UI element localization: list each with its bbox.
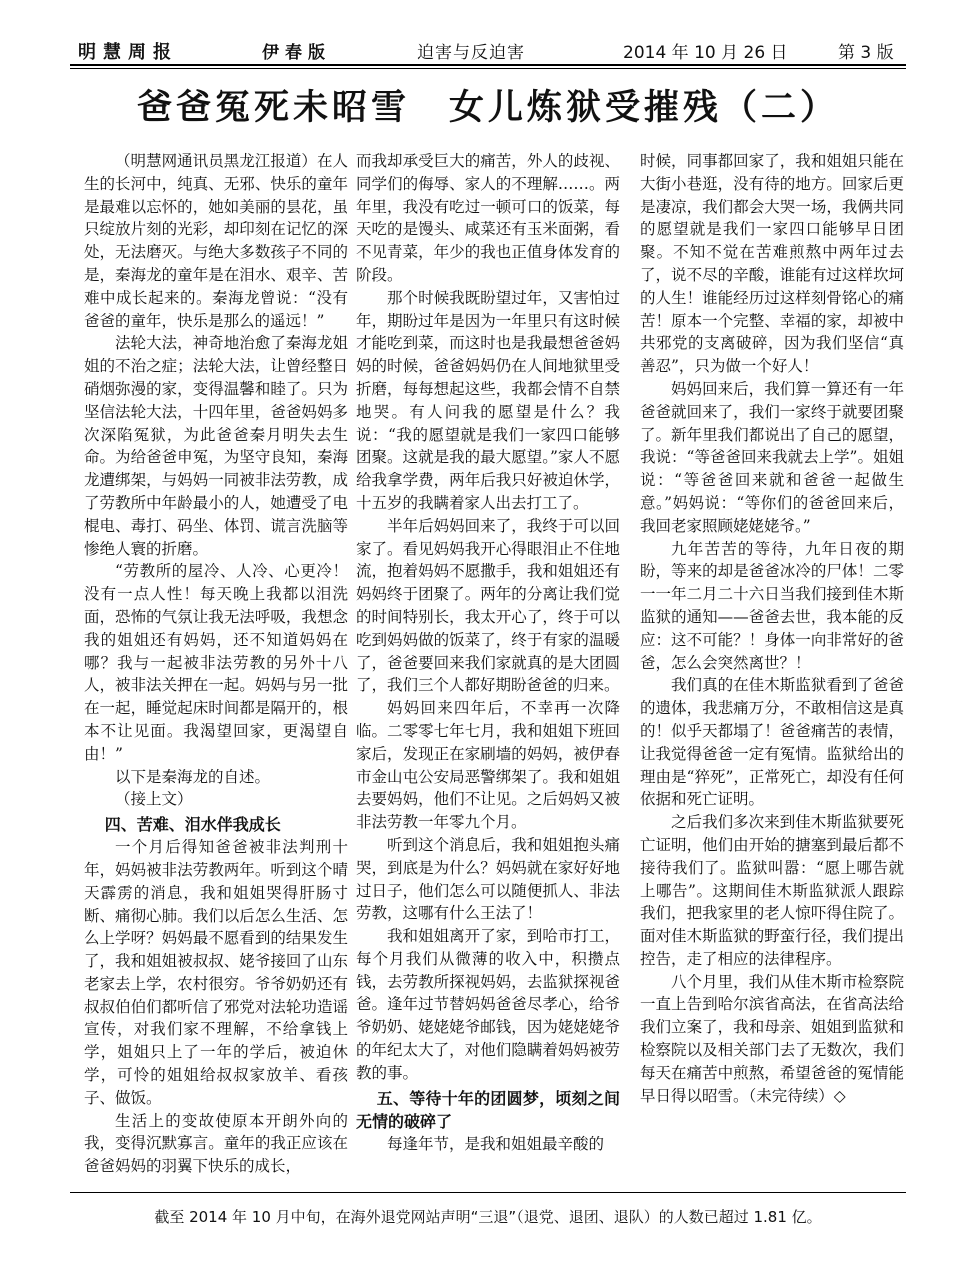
edition-name: 伊春版 [262,43,331,63]
footer-notice: 截至 2014 年 10 月中旬，在海外退党网站声明“三退”（退党、退团、退队）的人数已超过 1.81 亿。 [154,1208,822,1226]
footer-rule [70,1192,906,1193]
paragraph: 每逢年节，是我和姐姐最辛酸的 [387,1134,605,1153]
article-title: 爸爸冤死未昭雪 女儿炼狱受摧残（二） [136,87,839,128]
article-column-3 [640,150,904,1190]
paragraph: 九年苦苦的等待，九年日夜的期盼，等来的却是爸爸冰冷的尸体！二零一一年二月二十六日当我们接到佳木斯监狱的通知——爸爸去世，我本能的反应：这不可能？！身体一向非常好的爸爸，怎么会突然离世？！ [640,539,904,672]
issue-date: 2014 年 10 月 26 日 [623,43,788,63]
header-rule-thin [70,68,906,69]
paragraph: 半年后妈妈回来了，我终于可以回家了。看见妈妈我开心得眼泪止不住地流，抱着妈妈不愿撒手，我和姐姐还有妈妈终于团聚了。两年的分离让我们觉的时间特别长，我太开心了，终于可以吃到妈妈做的饭菜了，终于有家的温暖了，爸爸要回来我们家就真的是大团圆了，我们三个人都好期盼爸爸的归来。 [356,516,620,695]
section-name: 迫害与反迫害 [417,43,525,63]
paragraph: （接上文） [115,790,193,809]
section-heading: 四、苦难、泪水伴我成长 [104,815,281,835]
paragraph: 我和姐姐离开了家，到哈市打工，每个月我们从微薄的收入中，积攒点钱，去劳教所探视妈妈，去监狱探视爸爸。逢年过节替妈妈爸爸尽孝心，给爷爷奶奶、姥姥姥爷邮钱，因为姥姥姥爷的年纪太大了，对他们隐瞒着妈妈被劳教的事。 [356,927,620,1082]
paper-name: 明慧周报 [78,42,178,63]
paragraph: 一个月后得知爸爸被非法判刑十年，妈妈被非法劳教两年。听到这个晴天霹雳的消息，我和姐姐哭得肝肠寸断、痛彻心肺。我们以后怎么生活、怎么上学呀？妈妈最不愿看到的结果发生了，我和姐姐被叔叔、姥爷接回了山东老家去上学，农村很穷。爷爷奶奶还有叔叔伯伯们都听信了邪党对法轮功造谣宣传，对我们家不理解，不给拿钱上学，姐姐只上了一年的学后，被迫休学，可怜的姐姐给叔叔家放羊、看孩子、做饭。 [84,838,348,1107]
article-column-1 [84,150,348,1190]
paragraph: 妈妈回来后，我们算一算还有一年爸爸就回来了，我们一家终于就要团聚了。新年里我们都说出了自己的愿望，我说：“等爸爸回来我就去上学”。姐姐说：“等爸爸回来就和爸爸一起做生意。”妈妈说：“等你们的爸爸回来后，我回老家照顾姥姥姥爷。” [640,379,904,535]
paragraph: 听到这个消息后，我和姐姐抱头痛哭，到底是为什么？妈妈就在家好好地过日子，他们怎么可以随便抓人、非法劳教，这哪有什么王法了！ [356,835,620,923]
paragraph: 而我却承受巨大的痛苦，外人的歧视、同学们的侮辱、家人的不理解……。两年里，我没有吃过一顿可口的饭菜，每天吃的是馒头、咸菜还有玉米面粥，看不见青菜，年少的我也正值身体发育的阶段。 [356,152,620,284]
paragraph: 那个时候我既盼望过年，又害怕过年，期盼过年是因为一年里只有这时候才能吃到菜，而这时也是我最想爸爸妈妈的时候，爸爸妈妈仍在人间地狱里受折磨，每每想起这些，我都会情不自禁地哭。有人问我的愿望是什么？我说：“我的愿望就是我们一家四口能够团聚。这就是我的最大愿望。”家人不愿给我拿学费，两年后我只好被迫休学，十五岁的我瞒着家人出去打工了。 [356,288,620,512]
newspaper-header [70,34,906,68]
paragraph: （明慧网通讯员黑龙江报道）在人生的长河中，纯真、无邪、快乐的童年是最难以忘怀的，她如美丽的昙花，虽只绽放片刻的光彩，却印刻在记忆的深处，无法磨灭。与绝大多数孩子不同的是，秦海龙的童年是在泪水、艰辛、苦难中成长起来的。秦海龙曾说：“没有爸爸的童年，快乐是那么的遥远！” [84,152,348,330]
paragraph: 时候，同事都回家了，我和姐姐只能在大街小巷逛，没有待的地方。回家后更是凄凉，我们都会大哭一场，我俩共同的愿望就是我们一家四口能够早日团聚。不知不觉在苦难煎熬中两年过去了，说不尽的辛酸，谁能有过这样坎坷的人生！谁能经历过这样刻骨铭心的痛苦！原本一个完整、幸福的家，却被中共邪党的支离破碎，因为我们坚信“真善忍”，只为做一个好人！ [640,152,904,376]
page-number: 第 3 版 [838,43,894,63]
paragraph: 妈妈回来四年后，不幸再一次降临。二零零七年七月，我和姐姐下班回家后，发现正在家刷墙的妈妈，被伊春市金山屯公安局恶警绑架了。我和姐姐去要妈妈，他们不让见。之后妈妈又被非法劳教一年零九个月。 [356,699,620,832]
paragraph: 之后我们多次来到佳木斯监狱要死亡证明，他们由开始的搪塞到最后都不接待我们了。监狱叫嚣：“愿上哪告就上哪告”。这期间佳木斯监狱派人跟踪我们，把我家里的老人惊吓得住院了。面对佳木斯监狱的野蛮行径，我们提出控告，走了相应的法律程序。 [640,813,904,968]
header-rule [70,64,906,66]
paragraph: 我们真的在佳木斯监狱看到了爸爸的遗体，我悲痛万分，不敢相信这是真的！似乎天都塌了！爸爸痛苦的表情，让我觉得爸爸一定有冤情。监狱给出的理由是“猝死”，正常死亡，却没有任何依据和死亡证明。 [640,676,904,809]
article-column-2 [356,150,620,1190]
paragraph: 以下是秦海龙的自述。 [115,767,271,786]
paragraph: 生活上的变故使原本开朗外向的我，变得沉默寡言。童年的我正应该在爸爸妈妈的羽翼下快乐的成长， [84,1111,348,1176]
section-heading: 五、等待十年的团圆梦，顷刻之间无情的破碎了 [356,1088,620,1131]
paragraph: 八个月里，我们从佳木斯市检察院一直上告到哈尔滨省高法，在省高法给我们立案了，我和母亲、姐姐到监狱和检察院以及相关部门去了无数次，我们每天在痛苦中煎熬，希望爸爸的冤情能早日得以昭雪。（未完待续）◇ [640,972,904,1105]
paragraph: 法轮大法，神奇地治愈了秦海龙姐姐的不治之症；法轮大法，让曾经整日硝烟弥漫的家，变得温馨和睦了。只为坚信法轮大法，十四年里，爸爸妈妈多次深陷冤狱，为此爸爸秦月明失去生命。为给爸爸申冤，为坚守良知，秦海龙遭绑架，与妈妈一同被非法劳教，成了劳教所中年龄最小的人，她遭受了电棍电、毒打、码坐、体罚、谎言洗脑等惨绝人寰的折磨。 [84,334,348,558]
paragraph: “劳教所的屋冷、人冷、心更冷！没有一点人性！每天晚上我都以泪洗面，恐怖的气氛让我无法呼吸，我想念我的姐姐还有妈妈，还不知道妈妈在哪？我与一起被非法劳教的另外十八人，被非法关押在一起。妈妈与另一批在一起，睡觉起床时间都是隔开的，根本不让见面。我渴望回家，更渴望自由！” [84,562,348,763]
